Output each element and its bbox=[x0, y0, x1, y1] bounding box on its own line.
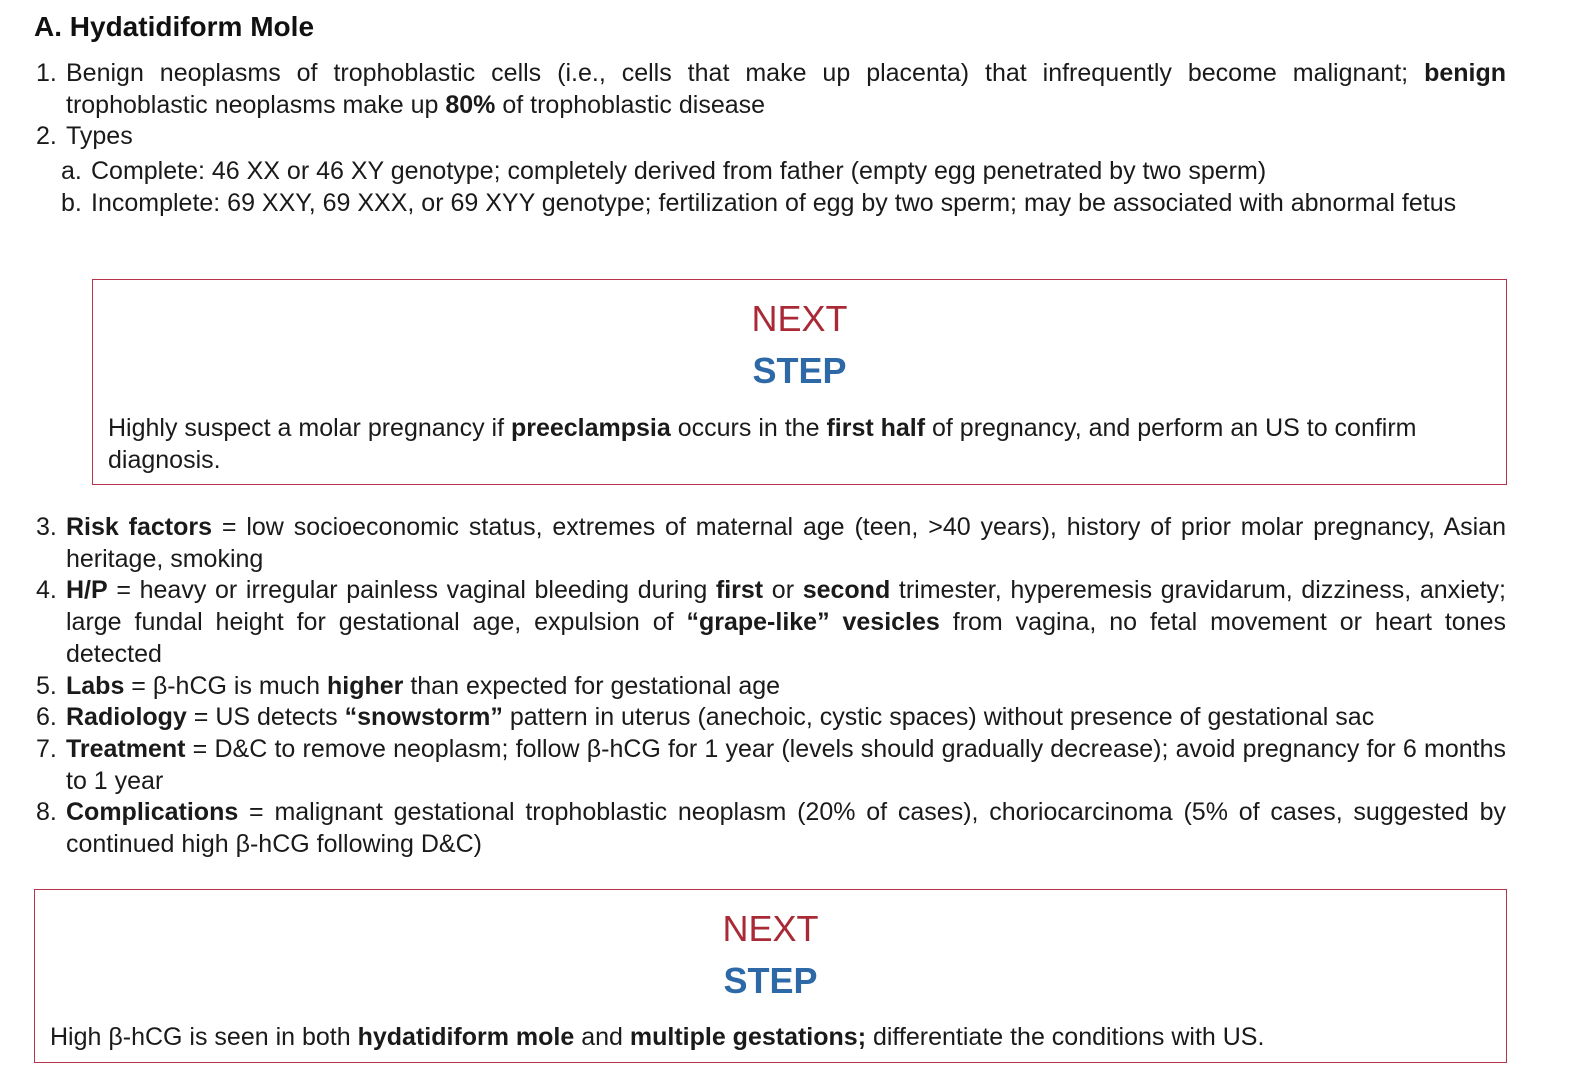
list-number: 5. bbox=[36, 672, 57, 700]
list-item-8: 8. Complications = malignant gestational trophoblastic neoplasm (20% of cases), choriocarcinoma (5% of cases, suggested by continued high β-hCG following D&C) bbox=[36, 798, 1506, 858]
list-item-7: 7. Treatment = D&C to remove neoplasm; follow β-hCG for 1 year (levels should gradually decrease); avoid pregnancy for 6 months to 1 year bbox=[36, 735, 1506, 795]
next-label: NEXT bbox=[722, 908, 819, 949]
next-step-text: High β-hCG is seen in both hydatidiform mole and multiple gestations; differentiate the conditions with US. bbox=[50, 1023, 1265, 1051]
next-label: NEXT bbox=[751, 298, 848, 339]
list-number: 7. bbox=[36, 735, 57, 763]
list-item-2: 2. Types bbox=[66, 121, 1506, 153]
list-item-6: 6. Radiology = US detects “snowstorm” pattern in uterus (anechoic, cystic spaces) without presence of gestational sac bbox=[66, 702, 1506, 734]
list-number: 2. bbox=[36, 122, 57, 150]
list-number: 8. bbox=[36, 798, 57, 826]
next-step-box-1 bbox=[92, 279, 1507, 485]
next-step-box-2 bbox=[34, 889, 1507, 1063]
list-item-5: 5. Labs = β-hCG is much higher than expected for gestational age bbox=[66, 671, 1506, 703]
list-letter: b. bbox=[61, 189, 82, 217]
list-number: 1. bbox=[36, 59, 57, 87]
step-label: STEP bbox=[752, 350, 847, 391]
step-label: STEP bbox=[723, 960, 818, 1001]
next-step-text: Highly suspect a molar pregnancy if preeclampsia occurs in the first half of pregnancy, and perform an US to confirm diagnosis. bbox=[108, 414, 1417, 474]
list-item-2b: b. Incomplete: 69 XXY, 69 XXX, or 69 XYY genotype; fertilization of egg by two sperm; may be associated with abnormal fetus bbox=[91, 188, 1506, 220]
list-item-1: 1. Benign neoplasms of trophoblastic cells (i.e., cells that make up placenta) that infrequently become malignant; benign trophoblastic neoplasms make up 80% of trophoblastic disease bbox=[36, 59, 1506, 119]
list-number: 4. bbox=[36, 576, 57, 604]
list-item-2a: a. Complete: 46 XX or 46 XY genotype; completely derived from father (empty egg penetrated by two sperm) bbox=[91, 156, 1506, 188]
list-letter: a. bbox=[61, 157, 82, 185]
list-number: 6. bbox=[36, 703, 57, 731]
list-item-4: 4. H/P = heavy or irregular painless vaginal bleeding during first or second trimester, hyperemesis gravidarum, dizziness, anxiety; large fundal height for gestational age, expulsion of “grape-like” vesicles from vagina, no fetal movement or heart tones detected bbox=[36, 576, 1506, 668]
section-heading: A. Hydatidiform Mole bbox=[34, 11, 315, 42]
list-number: 3. bbox=[36, 513, 57, 541]
list-item-3: 3. Risk factors = low socioeconomic status, extremes of maternal age (teen, >40 years), history of prior molar pregnancy, Asian heritage, smoking bbox=[36, 513, 1506, 573]
